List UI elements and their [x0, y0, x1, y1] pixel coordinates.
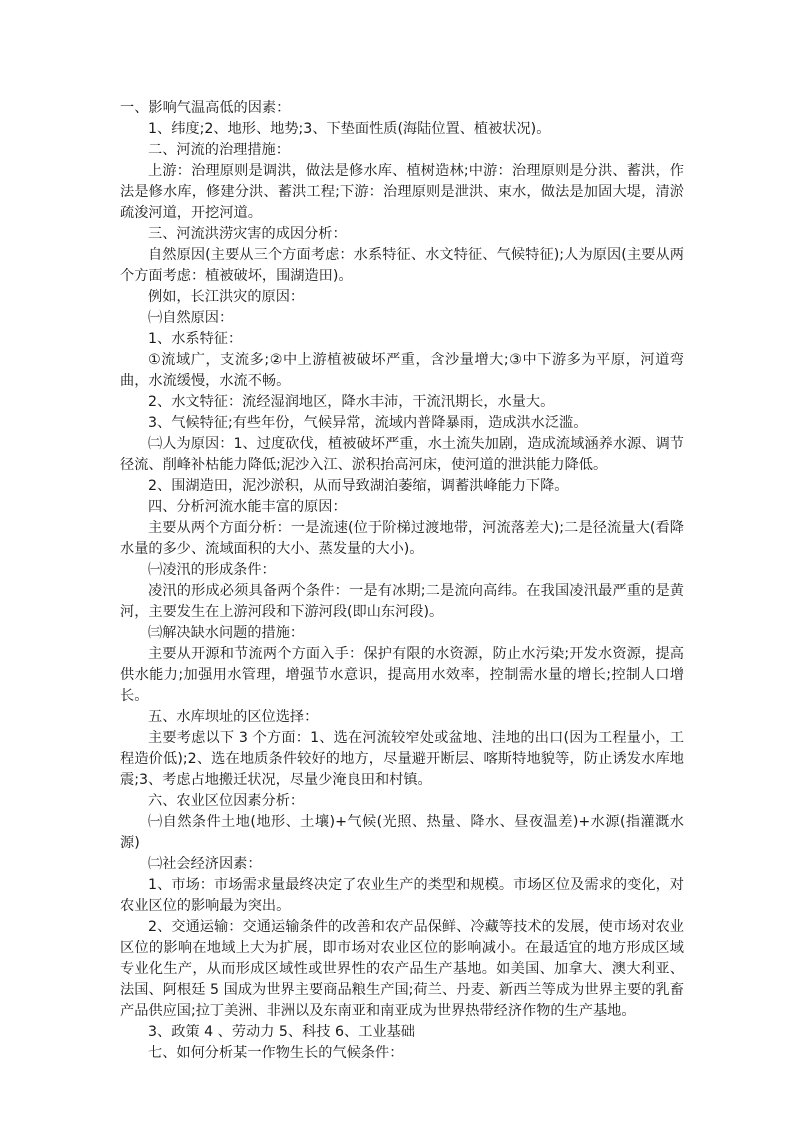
- paragraph: 3、政策 4 、劳动力 5、科技 6、工业基础: [148, 1024, 415, 1040]
- paragraph: ㈡人为原因：1、过度砍伐，植被破坏严重，水土流失加剧，造成流域涵养水源、调节径流、削峰补枯能力降低;泥沙入江、淤积抬高河床，使河道的泄洪能力降低。: [120, 436, 684, 473]
- section-heading: 四、分析河流水能丰富的原因：: [148, 499, 347, 515]
- paragraph: 1、水系特征：: [148, 331, 243, 347]
- paragraph: 主要从开源和节流两个方面入手：保护有限的水资源，防止水污染;开发水资源，提高供水能力;加强用水管理，增强节水意识，提高用水效率，控制需水量的增长;控制人口增长。: [120, 646, 684, 704]
- subsection-heading: ㈠凌汛的形成条件：: [148, 562, 276, 578]
- section-heading: 五、水库坝址的区位选择：: [148, 709, 319, 725]
- section-heading: 七、如何分析某一作物生长的气候条件：: [148, 1045, 404, 1061]
- paragraph: ①流域广，支流多;②中上游植被破坏严重，含沙量增大;③中下游多为平原，河道弯曲，水流缓慢，水流不畅。: [120, 352, 684, 389]
- paragraph: 3、气候特征;有些年份，气候异常，流域内普降暴雨，造成洪水泛滥。: [148, 415, 588, 431]
- paragraph: 2、水文特征：流经湿润地区，降水丰沛，干流汛期长，水量大。: [148, 394, 555, 410]
- section-heading: 一、影响气温高低的因素：: [120, 100, 291, 116]
- paragraph: ㈠自然条件土地(地形、土壤)+气候(光照、热量、降水、昼夜温差)+水源(指灌溉水源): [120, 814, 684, 851]
- paragraph: 1、市场：市场需求量最终决定了农业生产的类型和规模。市场区位及需求的变化，对农业区位的影响最为突出。: [120, 877, 684, 914]
- section-heading: 二、河流的治理措施：: [148, 142, 290, 158]
- subsection-heading: ㈡社会经济因素：: [148, 856, 262, 872]
- paragraph: 凌汛的形成必须具备两个条件：一是有冰期;二是流向高纬。在我国凌汛最严重的是黄河，主要发生在上游河段和下游河段(即山东河段)。: [120, 583, 684, 620]
- paragraph: 1、纬度;2、地形、地势;3、下垫面性质(海陆位置、植被状况)。: [148, 121, 551, 137]
- paragraph: 2、围湖造田，泥沙淤积，从而导致湖泊萎缩，调蓄洪峰能力下降。: [148, 478, 569, 494]
- section-heading: 六、农业区位因素分析：: [148, 793, 305, 809]
- paragraph: 主要从两个方面分析：一是流速(位于阶梯过渡地带，河流落差大);二是径流量大(看降水量的多少、流域面积的大小、蒸发量的大小)。: [120, 520, 684, 557]
- subsection-heading: ㈠自然原因：: [148, 310, 234, 326]
- paragraph: 2、交通运输：交通运输条件的改善和农产品保鲜、冷藏等技术的发展，使市场对农业区位的影响在地域上大为扩展，即市场对农业区位的影响减小。在最适宜的地方形成区域专业化生产，从而形成区域性或世界性的农产品生产基地。如美国、加拿大、澳大利亚、法国、阿根廷 5 国成为世界主要商品粮生产国;荷兰、丹麦、新西兰等成为世界主要的乳畜产品供应国;拉丁美洲、非洲以及东南亚和南亚成为世界热带经济作物的生产基地。: [120, 919, 684, 1019]
- paragraph: 上游：治理原则是调洪，做法是修水库、植树造林;中游：治理原则是分洪、蓄洪，作法是修水库，修建分洪、蓄洪工程;下游：治理原则是泄洪、束水，做法是加固大堤，清淤疏浚河道，开挖河道。: [120, 163, 684, 221]
- paragraph: 主要考虑以下 3 个方面：1、选在河流较窄处或盆地、洼地的出口(因为工程量小，工程造价低);2、选在地质条件较好的地方，尽量避开断层、喀斯特地貌等，防止诱发水库地震;3、考虑占地搬迁状况，尽量少淹良田和村镇。: [120, 730, 684, 788]
- paragraph: 例如，长江洪灾的原因：: [148, 289, 305, 305]
- section-heading: 三、河流洪涝灾害的成因分析：: [148, 226, 347, 242]
- subsection-heading: ㈢解决缺水问题的措施：: [148, 625, 305, 641]
- paragraph: 自然原因(主要从三个方面考虑：水系特征、水文特征、气候特征);人为原因(主要从两个方面考虑：植被破坏，围湖造田)。: [120, 247, 684, 284]
